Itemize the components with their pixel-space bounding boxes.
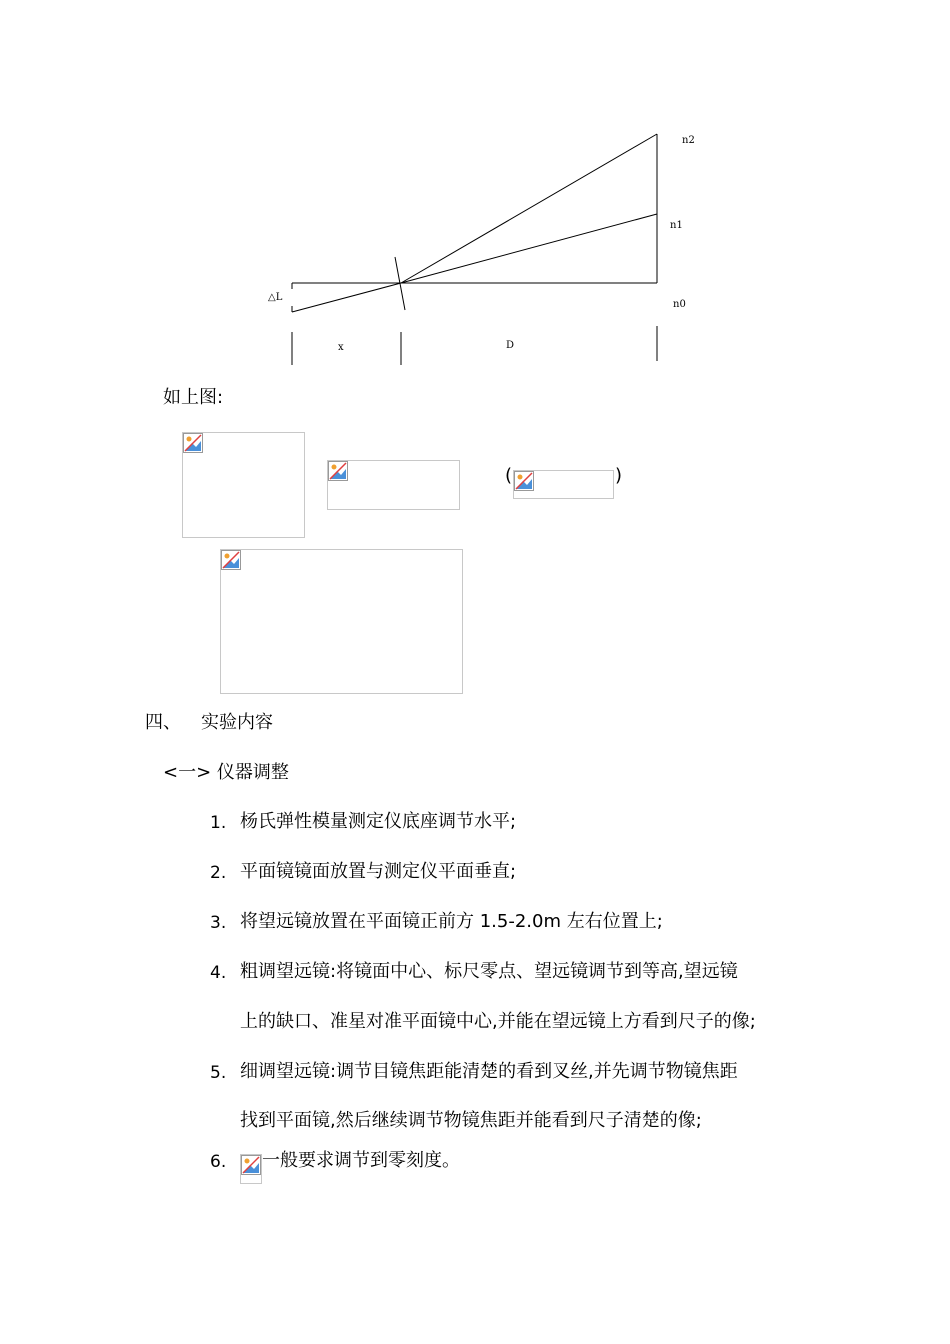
- label-n2: n2: [682, 135, 695, 146]
- step-4-number: 4.: [210, 963, 227, 983]
- paren-open: (: [505, 465, 513, 486]
- ray-n1: [401, 214, 657, 283]
- label-x: x: [338, 342, 344, 353]
- broken-image-icon: [328, 461, 348, 481]
- paren-close: ): [615, 465, 623, 486]
- label-delta-l: △L: [268, 292, 283, 303]
- section-number: 四、: [145, 712, 181, 733]
- optical-lever-diagram: [0, 0, 950, 380]
- step-2-text: 平面镜镜面放置与测定仪平面垂直;: [240, 861, 517, 882]
- step-1-number: 1.: [210, 813, 227, 833]
- tilted-line: [292, 283, 401, 312]
- step-6-number: 6.: [210, 1152, 227, 1172]
- step-3-number: 3.: [210, 913, 227, 933]
- step-5-text-line-2: 找到平面镜,然后继续调节物镜焦距并能看到尺子清楚的像;: [240, 1110, 702, 1131]
- broken-image-icon: [183, 433, 203, 453]
- label-n1: n1: [670, 220, 683, 231]
- step-3-text: 将望远镜放置在平面镜正前方 1.5-2.0m 左右位置上;: [240, 911, 663, 932]
- formula-image-4: [220, 549, 463, 694]
- step-5-number: 5.: [210, 1063, 227, 1083]
- subsection-title: <一> 仪器调整: [163, 762, 289, 783]
- section-title: 实验内容: [201, 712, 273, 733]
- formula-image-1: [182, 432, 305, 538]
- step-4-text-line-1: 粗调望远镜:将镜面中心、标尺零点、望远镜调节到等高,望远镜: [240, 961, 738, 982]
- formula-image-3: [513, 470, 614, 499]
- inline-formula-image: [240, 1154, 262, 1184]
- broken-image-icon: [221, 550, 241, 570]
- broken-image-icon: [241, 1155, 261, 1175]
- step-5-text-line-1: 细调望远镜:调节目镜焦距能清楚的看到叉丝,并先调节物镜焦距: [240, 1061, 738, 1082]
- label-n0: n0: [673, 299, 686, 310]
- label-d: D: [506, 340, 515, 351]
- step-1-text: 杨氏弹性模量测定仪底座调节水平;: [240, 811, 517, 832]
- ray-n2: [401, 134, 657, 283]
- step-2-number: 2.: [210, 863, 227, 883]
- step-4-text-line-2: 上的缺口、准星对准平面镜中心,并能在望远镜上方看到尺子的像;: [240, 1011, 756, 1032]
- step-6-text: 一般要求调节到零刻度。: [262, 1150, 460, 1171]
- figure-caption: 如上图:: [163, 387, 224, 408]
- formula-image-2: [327, 460, 460, 510]
- broken-image-icon: [514, 471, 534, 491]
